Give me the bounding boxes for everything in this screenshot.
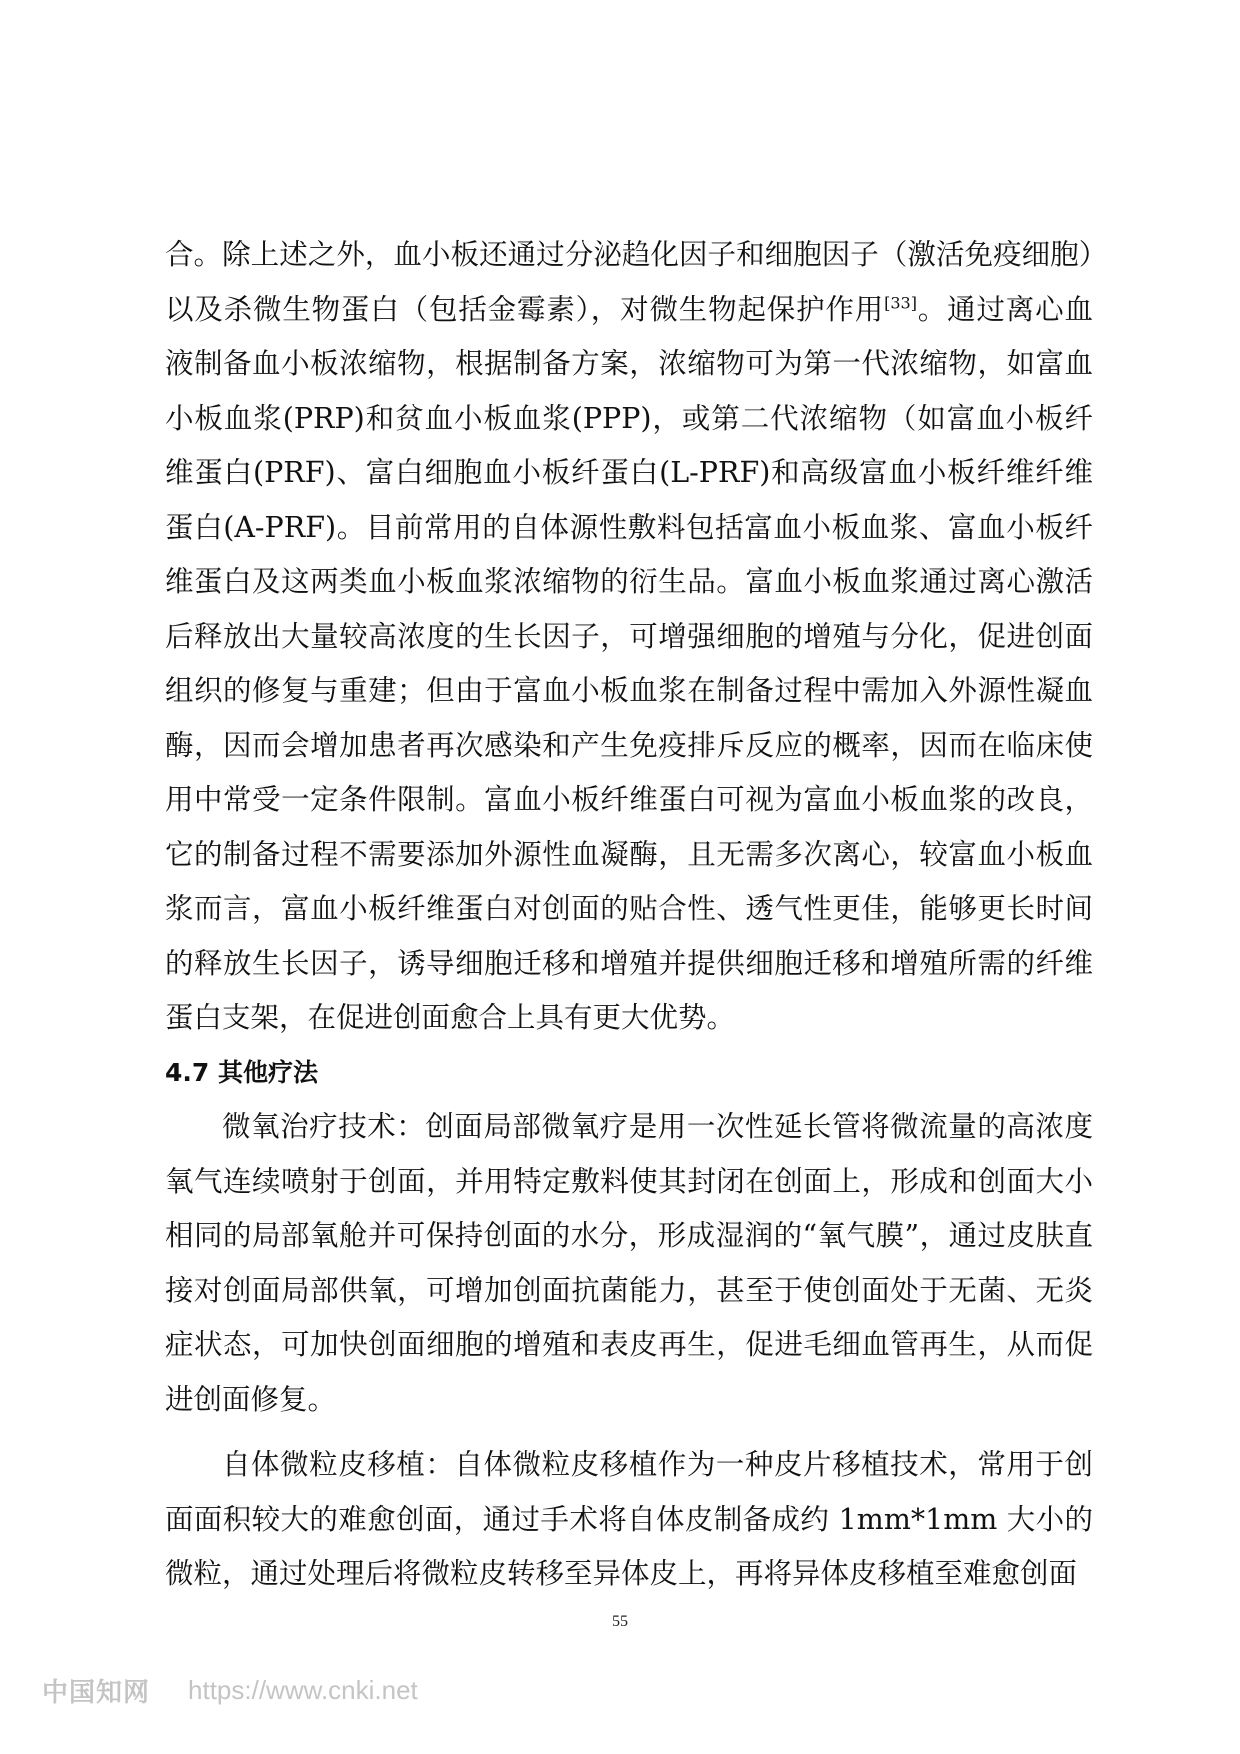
- paragraph-text: 。通过离心血液制备血小板浓缩物，根据制备方案，浓缩物可为第一代浓缩物，如富血小板血浆(PRP)和贫血小板血浆(PPP)，或第二代浓缩物（如富血小板纤维蛋白(PRF)、富白细胞血小板纤蛋白(L-PRF)和高级富血小板纤维纤维蛋白(A-PRF)。目前常用的自体源性敷料包括富血小板血浆、富血小板纤维蛋白及这两类血小板血浆浓缩物的衍生品。富血小板血浆通过离心激活后释放出大量较高浓度的生长因子，可增强细胞的增殖与分化，促进创面组织的修复与重建；但由于富血小板血浆在制备过程中需加入外源性凝血酶，因而会增加患者再次感染和产生免疫排斥反应的概率，因而在临床使用中常受一定条件限制。富血小板纤维蛋白可视为富血小板血浆的改良，它的制备过程不需要添加外源性血凝酶，且无需多次离心，较富血小板血浆而言，富血小板纤维蛋白对创面的贴合性、透气性更佳，能够更长时间的释放生长因子，诱导细胞迁移和增殖并提供细胞迁移和增殖所需的纤维蛋白支架，在促进创面愈合上具有更大优势。: [165, 292, 1093, 1034]
- citation-reference: [33]: [884, 293, 917, 312]
- page-body: [165, 228, 1093, 1602]
- paragraph-platelet-concentrates: [165, 228, 1093, 1046]
- paragraph-text: 合。除上述之外，血小板还通过分泌趋化因子和细胞因子（激活免疫细胞）以及杀微生物蛋白（包括金霉素），对微生物起保护作用: [165, 238, 1093, 326]
- section-heading: 4.7 其他疗法: [165, 1057, 318, 1087]
- page-number: 55: [612, 1613, 628, 1630]
- watermark-url: https://www.cnki.net: [188, 1674, 418, 1705]
- paragraph-micro-oxygen-therapy: 微氧治疗技术：创面局部微氧疗是用一次性延长管将微流量的高浓度氧气连续喷射于创面，并用特定敷料使其封闭在创面上，形成和创面大小相同的局部氧舱并可保持创面的水分，形成湿润的“氧气膜”，通过皮肤直接对创面局部供氧，可增加创面抗菌能力，甚至于使创面处于无菌、无炎症状态，可加快创面细胞的增殖和表皮再生，促进毛细血管再生，从而促进创面修复。: [165, 1110, 1093, 1416]
- watermark-brand: 中国知网: [42, 1677, 151, 1708]
- watermark: [42, 1670, 418, 1710]
- paragraph-micrograft: 自体微粒皮移植：自体微粒皮移植作为一种皮片移植技术，常用于创面面积较大的难愈创面，通过手术将自体皮制备成约 1mm*1mm 大小的微粒，通过处理后将微粒皮转移至异体皮上，再将异体皮移植至难愈创面: [165, 1448, 1093, 1590]
- paragraph-gap: [165, 1427, 1093, 1438]
